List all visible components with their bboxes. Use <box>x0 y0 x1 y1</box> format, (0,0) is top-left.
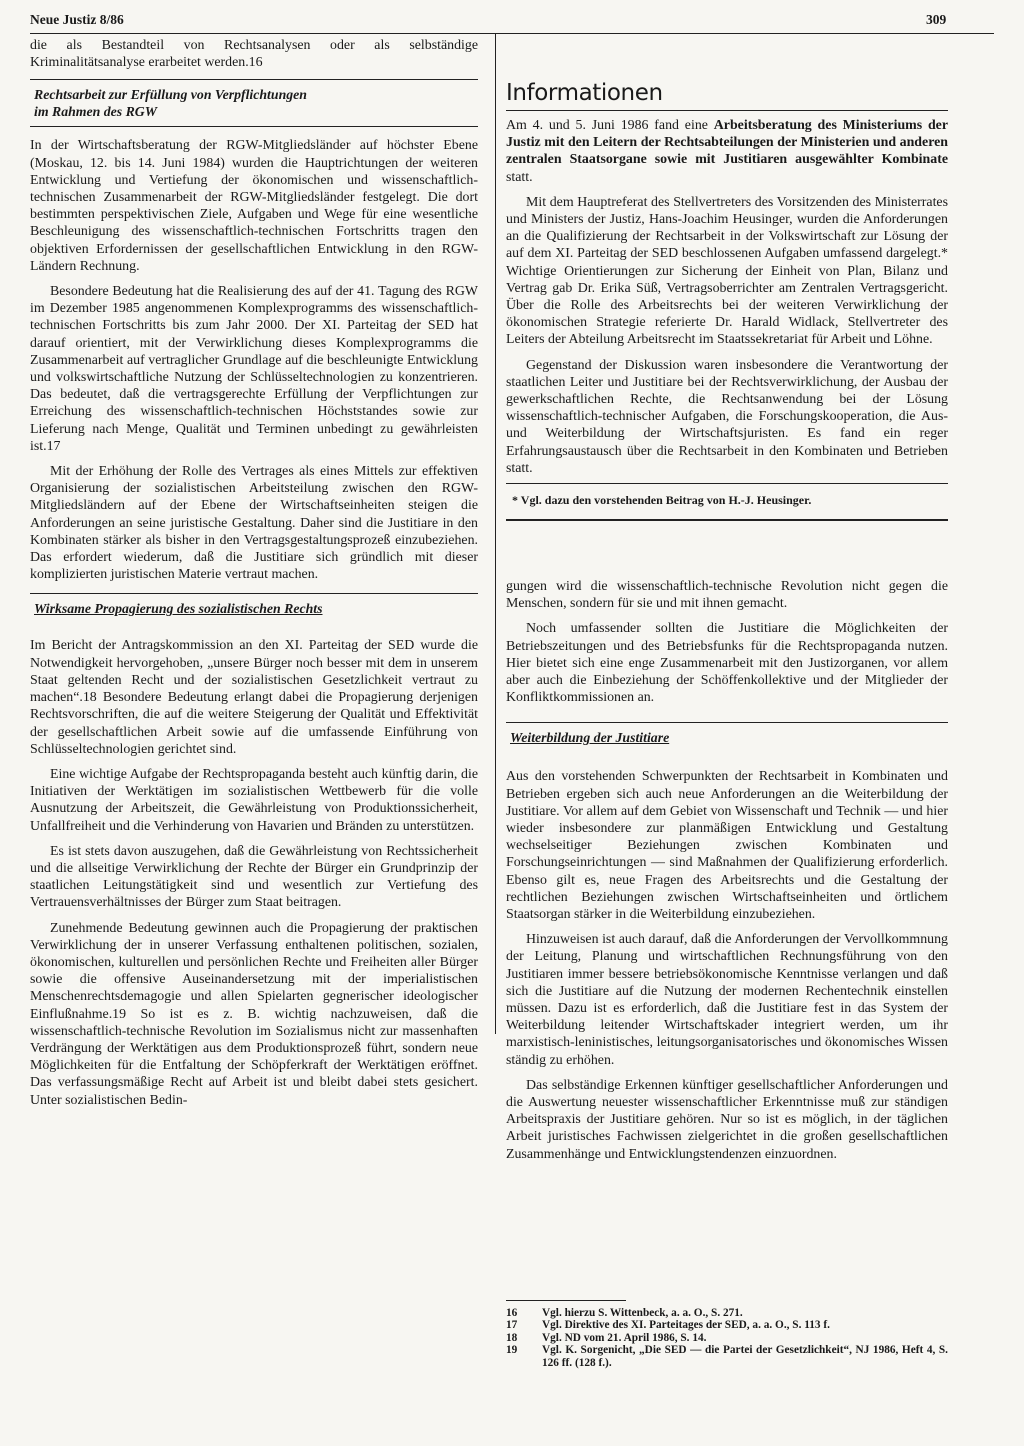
footnote: 19 Vgl. K. Sorgenicht, „Die SED — die Partei der Gesetzlichkeit“, NJ 1986, Heft 4, S. 126 ff. (128 f.). <box>506 1344 948 1369</box>
info-paragraph: Am 4. und 5. Juni 1986 fand eine Arbeitsberatung des Ministeriums der Justiz mit den Leitern der Rechtsabteilungen der Ministerien und anderen zentralen Staatsorgane sowie mit Justitiaren ausgewählter Kombinate statt. <box>506 118 949 185</box>
info-paragraph: Gegenstand der Diskussion waren insbesondere die Verantwortung der staatlichen Leiter und Justitiare bei der Rechtsverwirklichung, der Ausbau der gewerkschaftlichen Rechte, die Rechtsanwendung bei der Lösung wissenschaftlich-technischer Aufgaben, die Forschungskooperation, die Aus- und Weiterbildung der Wirtschaftsjuristen. Es fand ein reger Erfahrungsaustausch über die Rechtsarbeit in den Kombinaten und Betrieben statt. <box>506 357 948 476</box>
footnote: 17 Vgl. Direktive des XI. Parteitages der SED, a. a. O., S. 113 f. <box>506 1319 830 1332</box>
paragraph: Das selbständige Erkennen künftiger gesellschaftlicher Anforderungen und die Auswertung neuester wissenschaftlicher Erkenntnisse muß zur ständigen Arbeitspraxis der Justitiare gehören. Nur so ist es möglich, in der täglichen Arbeit juristisches Fachwissen zielgerichtet in die großen gesellschaftlichen Zusammenhänge und Entwicklungstendenzen einzuordnen. <box>506 1077 948 1162</box>
footnotes <box>506 1300 948 1369</box>
section-rule <box>30 593 478 594</box>
paragraph: Besondere Bedeutung hat die Realisierung des auf der 41. Tagung des RGW im Dezember 1985 angenommenen Komplexprogramms des wissenschaftlich-technischen Fortschritts bis zum Jahr 2000. Der XI. Parteitag der SED hat darauf orientiert, mit der Verwirklichung dieses Komplexprogramms die Zusammenarbeit auf vertraglicher Grundlage auf die beschleunigte Entwicklung und volkswirtschaftliche Nutzung der Schlüsseltechnologien zu konzentrieren. Das bedeutet, daß die vertragsgerechte Erfüllung der Verpflichtungen zur Erreichung des wissenschaftlich-technischen Höchststandes sowie zur Lieferung nach Menge, Qualität und Terminen unbedingt zu gewährleisten ist.17 <box>30 284 478 454</box>
paragraph: Eine wichtige Aufgabe der Rechtspropaganda besteht auch künftig darin, die Initiativen der Werktätigen im sozialistischen Wettbewerb für die volle Ausnutzung der Arbeitszeit, die Gewährleistung von Produktionssicherheit, Unfallfreiheit und die Verhinderung von Havarien und Bränden zu unterstützen. <box>30 766 478 834</box>
left-column <box>30 37 478 1109</box>
section-rule <box>30 126 478 127</box>
info-rule <box>506 110 948 111</box>
section-title-rgw: Rechtsarbeit zur Erfüllung von Verpflichtungen im Rahmen des RGW <box>34 87 307 120</box>
info-paragraph: Mit dem Hauptreferat des Stellvertreters des Vorsitzenden des Ministerrates und Ministers der Justiz, Hans-Joachim Heusinger, wurden die Anforderungen an die Qualifizierung der Rechtsarbeit in der Volkswirtschaft zur Lösung der auf dem XI. Parteitag der SED beschlossenen Aufgaben umfassend dargelegt.* Wichtige Orientierungen zur Sicherung der Einheit von Plan, Bilanz und Vertrag gab Dr. Erika Süß, Vertragsoberrichter am Zentralen Vertragsgericht. Über die Rolle des Arbeitsrechts bei der weiteren Verwirklichung der ökonomischen Strategie referierte Dr. Harald Widlack, Stellvertreter des Leiters der Abteilung Arbeitsrecht im Staatssekretariat für Arbeit und Löhne. <box>506 194 948 348</box>
paragraph: Im Bericht der Antragskommission an den XI. Parteitag der SED wurde die Notwendigkeit hervorgehoben, „unsere Bürger noch besser mit dem in unserem Staat geltenden Recht und der sozialistischen Gesetzlichkeit vertraut zu machen“.18 Besondere Bedeutung erlangt dabei die Propagierung derjenigen Rechtsvorschriften, die auf die weitere Steigerung der Qualität und Effektivität der gesellschaftlichen Arbeit sowie auf die umfassende Einführung von Schlüsseltechnologien gerichtet sind. <box>30 638 478 757</box>
paragraph: Es ist stets davon auszugehen, daß die Gewährleistung von Rechtssicherheit und die allseitige Verwirklichung der Rechte der Bürger ein Grundprinzip der staatlichen Leitungstätigkeit sind und wesentlich zur Vertiefung des Vertrauensverhältnisses der Bürger zum Staat beitragen. <box>30 843 478 911</box>
paragraph: Zunehmende Bedeutung gewinnen auch die Propagierung der praktischen Verwirklichung der in unserer Verfassung enthaltenen politischen, sozialen, ökonomischen, kulturellen und persönlichen Rechte und Freiheiten aller Bürger sowie die offensive Auseinandersetzung mit der imperialistischen Menschenrechtsdemagogie und allen Spielarten gegnerischer ideologischer Einflußnahme.19 So ist es z. B. wichtig nachzuweisen, daß die wissenschaftlich-technische Revolution im Sozialismus nicht zur massenhaften Verdrängung der Werktätigen aus dem Produktionsprozeß führt, sondern neue Möglichkeiten für die Entfaltung der Schöpferkraft der Werktätigen eröffnet. Das verfassungsmäßige Recht auf Arbeit ist und bleibt dabei stets gesichert. Unter sozialistischen Bedin- <box>30 920 478 1108</box>
header-rule <box>30 33 994 34</box>
paragraph: Mit der Erhöhung der Rolle des Vertrages als eines Mittels zur effektiven Organisierung der sozialistischen Arbeitsteilung zwischen den RGW-Mitgliedsländern auf der Ebene der Wirtschaftseinheiten steigen die Anforderungen an seine juristische Gestaltung. Daher sind die Justitiare in den Kombinaten stärker als bisher in den Vertragsgestaltungsprozeß einzubeziehen. Das erfordert wiederum, daß die Justitiare sich gründlich mit dieser komplizierten juristischen Materie vertraut machen. <box>30 464 478 583</box>
footnote: 16 Vgl. hierzu S. Wittenbeck, a. a. O., S. 271. <box>506 1307 743 1319</box>
footnote-rule <box>506 1300 626 1301</box>
paragraph: Noch umfassender sollten die Justitiare die Möglichkeiten der Betriebszeitungen und des Betriebsfunks für die Rechtspropaganda nutzen. Hier bietet sich eine enge Zusammenarbeit mit den Justizorganen, vor allem aber auch die Einbeziehung der Schöffenkollektive und der Mitglieder der Konfliktkommissionen an. <box>506 621 948 706</box>
paragraph: Hinzuweisen ist auch darauf, daß die Anforderungen der Vervollkommnung der Leitung, Planung und wirtschaftlichen Rechnungsführung von den Justitiaren immer bessere betriebsökonomische Kenntnisse verlangen und daß sich die Justitiare auf die Nutzung der modernen Rechentechnik einstellen müssen. Dazu ist es erforderlich, daß die Justitiare fest in das System der Weiterbildung leitender Wirtschaftskader integriert werden, um ihr marxistisch-leninistisches, leitungsorganisatorisches und ökonomisches Wissen ständig zu erhöhen. <box>506 932 948 1068</box>
paragraph: gungen wird die wissenschaftlich-technische Revolution nicht gegen die Menschen, sondern für sie und mit ihnen gemacht. <box>506 579 948 612</box>
info-box-bottom-rule <box>506 519 948 521</box>
section-rule <box>30 79 478 80</box>
section-rule <box>506 722 948 723</box>
section-title-weiterbildung: Weiterbildung der Justitiare <box>510 730 670 746</box>
right-column <box>506 578 948 1163</box>
info-title: Informationen <box>506 80 663 106</box>
info-rule <box>506 483 948 484</box>
page-number: 309 <box>926 12 947 27</box>
intro-paragraph: die als Bestandteil von Rechtsanalysen oder als selbständige Kriminalitätsanalyse erarbeitet werden.16 <box>30 38 478 71</box>
journal-header: Neue Justiz 8/86 <box>30 12 124 27</box>
column-divider <box>495 34 496 1034</box>
section-title-propaganda: Wirksame Propagierung des sozialistischen Rechts <box>34 601 323 617</box>
paragraph: Aus den vorstehenden Schwerpunkten der Rechtsarbeit in Kombinaten und Betrieben ergeben sich auch neue Anforderungen an die Weiterbildung der Justitiare. Vor allem auf dem Gebiet von Wissenschaft und Technik — und hier wieder insbesondere zur planmäßigen Entwicklung und Gestaltung wechselseitiger Beziehungen zwischen Kombinaten und Forschungseinrichtungen — sind Maßnahmen der Qualifizierung erforderlich. Ebenso gilt es, neue Fragen des Arbeitsrechts und die Gestaltung der rechtlichen Beziehungen zwischen Wirtschaftseinheiten und örtlichem Staatsorgan stärker in die Weiterbildung einzubeziehen. <box>506 769 948 923</box>
footnote: 18 Vgl. ND vom 21. April 1986, S. 14. <box>506 1331 707 1344</box>
info-box <box>506 80 948 521</box>
paragraph: In der Wirtschaftsberatung der RGW-Mitgliedsländer auf höchster Ebene (Moskau, 12. bis 14. Juni 1984) wurden die Hauptrichtungen der weiteren Entwicklung und Vertiefung der ökonomischen und wissenschaftlich-technischen Zusammenarbeit der RGW-Mitgliedsländer festgelegt. Die dort bestimmten perspektivischen Ziele, Aufgaben und Wege für eine wesentliche Beschleunigung des wissenschaftlich-technischen Fortschritts tragen den objektiven Erfordernissen der gesellschaftlichen Entwicklung in den RGW-Ländern Rechnung. <box>30 138 478 274</box>
info-footnote: * Vgl. dazu den vorstehenden Beitrag von H.-J. Heusinger. <box>512 493 812 508</box>
